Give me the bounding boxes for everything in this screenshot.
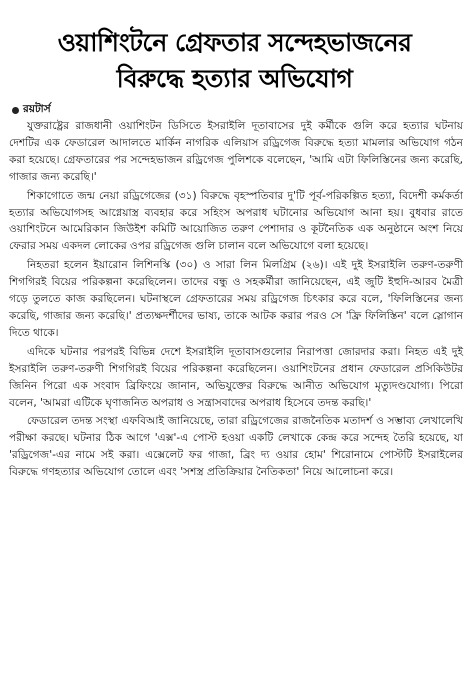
- article-body: [9, 118, 463, 483]
- paragraph-5: ফেডারেল তদন্ত সংস্থা এফবিআই জানিয়েছে, তারা রড্রিগেজের রাজনৈতিক মতাদর্শ ও সম্ভাব্য লেখালেখি পরীক্ষা করছে। ঘটনার ঠিক আগে 'এক্স'-এ পোস্ট হওয়া একটি লেখাকে কেন্দ্র করে সন্দেহ তৈরি হয়েছে, যা 'রড্রিগেজ'-এর নামে সই করা। এক্সেলেট ফর গাজা, ব্রিং দ্য ওয়ার হোম' শিরোনামে পোস্টটি ইসরাইলের বিরুদ্ধে গণহত্যার অভিযোগ তোলে এবং 'সশস্ত্র প্রতিক্রিয়ার নৈতিকতা' নিয়ে আলোচনা করে।: [9, 415, 463, 479]
- paragraph-3: নিহতরা হলেন ইয়ারোন লিশিনস্কি (৩০) ও সারা লিন মিলগ্রিম (২৬)। এই দুই ইসরাইলি তরুণ-তরুণী শিগগিরই বিয়ের পরিকল্পনা করেছিলেন। তাদের বন্ধু ও সহকর্মীরা জানিয়েছেন, এই জুটি ইহুদি-আরব মৈত্রী গড়ে তুলতে কাজ করছিলেন। ঘটনাস্থলে গ্রেফতারের সময় রড্রিগেজ চিৎকার করে বলে, 'ফিলিস্তিনের জন্য করেছি, গাজার জন্য করেছি।' প্রত্যক্ষদর্শীদের ভাষ্য, তাকে আটক করার পরও সে 'ফ্রি ফিলিস্তিন' বলে স্লোগান দিতে থাকে।: [9, 259, 463, 339]
- paragraph-1: যুক্তরাষ্ট্রের রাজধানী ওয়াশিংটন ডিসিতে ইসরাইলি দূতাবাসের দুই কর্মীকে গুলি করে হত্যার ঘটনায় দেশটির এক ফেডারেল আদালতে মার্কিন নাগরিক এলিয়াস রড্রিগেজ বিরুদ্ধে হত্যা মামলার অভিযোগ গঠন করা হয়েছে। গ্রেফতারের পর সন্দেহভাজন রড্রিগেজ পুলিশকে বলেছেন, 'আমি এটা ফিলিস্তিনের জন্য করেছি, গাজার জন্য করেছি।': [9, 120, 463, 183]
- headline-line-1: ওয়াশিংটনে গ্রেফতার সন্দেহভাজনের: [57, 28, 412, 58]
- source-label: রয়টার্স: [23, 102, 51, 115]
- paragraph-4: এদিকে ঘটনার পরপরই বিভিন্ন দেশে ইসরাইলি দূতাবাসগুলোর নিরাপত্তা জোরদার করা। নিহত এই দুই ইসরাইলি তরুণ-তরুণী শিগগিরই বিয়ের পরিকল্পনা করেছিলেন। ওয়াশিংটনের প্রধান ফেডারেল প্রসিকিউটর জিনিন পিরো এক সংবাদ ব্রিফিংয়ে জানান, অভিযুক্তের বিরুদ্ধে আনীত অভিযোগ মৃত্যুদণ্ডযোগ্য। পিরো বলেন, 'আমরা এটিকে ঘৃণাজনিত অপরাধ ও সন্ত্রাসবাদের অপরাধ হিসেবে তদন্ত করছি।': [9, 345, 463, 409]
- source-byline: [12, 103, 51, 117]
- headline-line-2: বিরুদ্ধে হত্যার অভিযোগ: [116, 64, 353, 94]
- bullet-icon: [12, 107, 19, 114]
- headline: [6, 25, 463, 97]
- paragraph-2: শিকাগোতে জন্ম নেয়া রড্রিগেজের (৩১) বিরুদ্ধে বৃহস্পতিবার দু'টি পূর্ব-পরিকল্পিত হত্যা, বিদেশী কর্মকর্তা হত্যার অভিযোগসহ আগ্নেয়াস্ত্র ব্যবহার করে সহিংস অপরাধ ঘটানোর অভিযোগ আনা হয়। বুধবার রাতে ওয়াশিংটনে আমেরিকান জিউইশ কমিটি আয়োজিত তরুণ পেশাদার ও কূটনৈতিক এক অনুষ্ঠানে অংশ নিয়ে ফেরার সময় একদল লোকের ওপর রড্রিগেজ গুলি চালান বলে অভিযোগে বলা হয়েছে।: [9, 189, 463, 253]
